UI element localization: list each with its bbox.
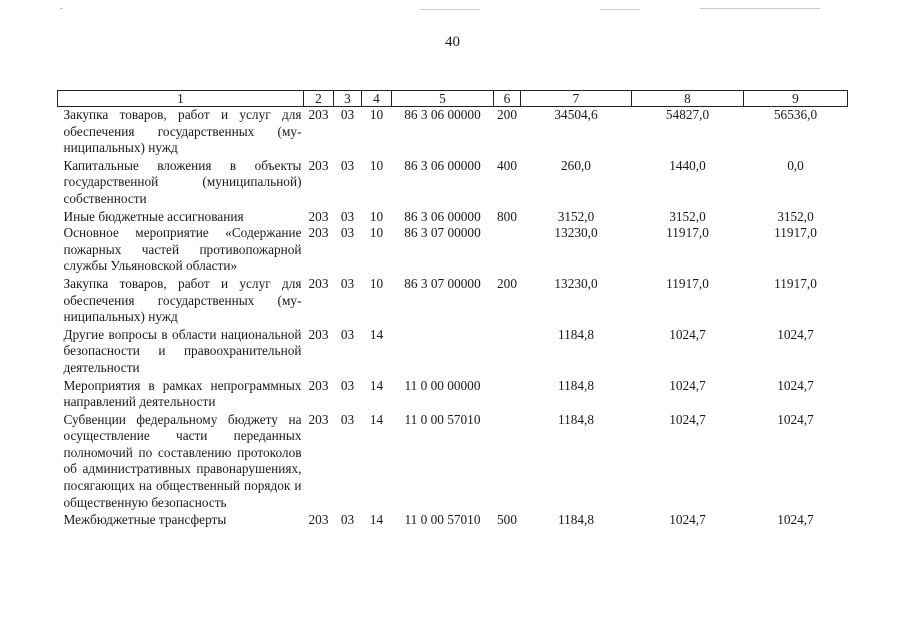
cell-ministry-code: 203 — [308, 157, 329, 173]
cell-target-article: 11 0 00 57010 — [404, 512, 481, 528]
row-name: Иные бюджетные ассигнования — [63, 208, 244, 224]
cell-target-article: 86 3 06 00000 — [404, 208, 481, 224]
cell-amount-9: 11917,0 — [774, 225, 817, 241]
column-header: 4 — [362, 91, 392, 107]
scan-speck — [420, 9, 480, 10]
row-name: Межбюджетные трансферты — [63, 512, 227, 528]
table-row — [58, 157, 848, 208]
cell-expense-type — [494, 326, 521, 377]
scan-speck — [60, 8, 63, 9]
cell-subsection: 14 — [369, 377, 384, 393]
column-header: 1 — [58, 91, 304, 107]
row-name: Другие вопросы в области национальной безопасности и правоохранительной деятельности — [63, 326, 302, 375]
cell-subsection: 10 — [369, 157, 384, 173]
cell-section: 03 — [340, 377, 355, 393]
cell-expense-type: 500 — [497, 512, 517, 528]
page-number: 40 — [445, 34, 460, 50]
cell-amount-8: 54827,0 — [665, 107, 710, 122]
row-name: Субвенции федеральному бюджету на осуществление части переданных полномочий по составлению протоколов об административных правонарушениях, посягающих на общественный порядок и общественную безопасность — [63, 411, 302, 510]
cell-section: 03 — [340, 208, 355, 224]
cell-subsection: 14 — [369, 326, 384, 342]
cell-amount-8: 11917,0 — [666, 275, 709, 291]
cell-amount-7: 1184,8 — [557, 377, 595, 393]
cell-target-article: 11 0 00 57010 — [404, 411, 481, 427]
cell-ministry-code: 203 — [308, 326, 329, 342]
column-header: 8 — [632, 91, 744, 107]
cell-amount-7: 34504,6 — [554, 107, 598, 122]
scan-speck — [700, 8, 820, 9]
cell-amount-8: 1440,0 — [669, 157, 706, 173]
cell-ministry-code: 203 — [308, 377, 329, 393]
column-header: 3 — [334, 91, 362, 107]
cell-expense-type: 200 — [497, 275, 517, 291]
cell-amount-8: 1024,7 — [669, 512, 706, 528]
cell-target-article: 86 3 07 00000 — [404, 225, 481, 241]
cell-amount-8: 3152,0 — [669, 208, 706, 224]
cell-subsection: 14 — [369, 411, 384, 427]
cell-subsection: 10 — [369, 208, 384, 224]
cell-subsection: 14 — [369, 512, 384, 528]
cell-amount-9: 1024,7 — [777, 326, 814, 342]
cell-target-article: 86 3 07 00000 — [404, 275, 481, 291]
cell-amount-9: 3152,0 — [777, 208, 814, 224]
cell-ministry-code: 203 — [308, 208, 329, 224]
column-header: 6 — [494, 91, 521, 107]
cell-amount-7: 1184,8 — [557, 326, 595, 342]
cell-amount-7: 13230,0 — [554, 225, 598, 241]
cell-section: 03 — [340, 275, 355, 291]
cell-amount-9: 0,0 — [787, 157, 804, 173]
column-header: 5 — [392, 91, 494, 107]
column-header: 2 — [304, 91, 334, 107]
cell-amount-8: 1024,7 — [669, 326, 706, 342]
cell-amount-7: 1184,8 — [557, 512, 595, 528]
cell-ministry-code: 203 — [308, 225, 329, 241]
table-row — [58, 107, 848, 157]
cell-amount-9: 1024,7 — [777, 411, 814, 427]
table-row — [58, 208, 848, 226]
cell-section: 03 — [340, 512, 355, 528]
cell-expense-type: 200 — [497, 107, 517, 122]
budget-table — [57, 90, 848, 529]
cell-expense-type — [494, 377, 521, 411]
column-header: 7 — [521, 91, 632, 107]
table-header-row — [58, 91, 848, 107]
row-name: Капитальные вложения в объекты государственной (муниципальной) собственности — [63, 157, 302, 206]
cell-ministry-code: 203 — [308, 275, 329, 291]
cell-amount-8: 1024,7 — [669, 411, 706, 427]
scan-speck — [600, 9, 640, 10]
cell-target-article: 86 3 06 00000 — [404, 157, 481, 173]
row-name: Закупка товаров, работ и услуг для обеспечения государственных (муниципальных) нужд — [63, 107, 302, 156]
cell-ministry-code: 203 — [308, 411, 329, 427]
row-name: Основное мероприятие «Содержание пожарных частей противопожарной службы Ульяновской области» — [63, 225, 302, 274]
cell-target-article: 11 0 00 00000 — [404, 377, 481, 393]
cell-section: 03 — [340, 326, 355, 342]
cell-amount-8: 1024,7 — [669, 377, 706, 393]
cell-subsection: 10 — [369, 225, 384, 241]
table-row — [58, 225, 848, 275]
row-name: Мероприятия в рамках непрограммных направлений деятельности — [63, 377, 302, 410]
cell-section: 03 — [340, 107, 355, 122]
cell-subsection: 10 — [369, 275, 384, 291]
table-row — [58, 275, 848, 326]
table-row — [58, 326, 848, 377]
cell-section: 03 — [340, 225, 355, 241]
cell-amount-8: 11917,0 — [666, 225, 709, 241]
cell-amount-9: 1024,7 — [777, 512, 814, 528]
table-row — [58, 377, 848, 411]
row-name: Закупка товаров, работ и услуг для обеспечения государственных (муниципальных) нужд — [63, 275, 302, 325]
cell-amount-7: 13230,0 — [554, 275, 598, 291]
cell-section: 03 — [340, 157, 355, 173]
table-row — [58, 411, 848, 512]
cell-amount-7: 260,0 — [561, 157, 591, 173]
cell-ministry-code: 203 — [308, 107, 329, 122]
cell-amount-7: 3152,0 — [557, 208, 595, 224]
cell-expense-type — [494, 411, 521, 512]
cell-ministry-code: 203 — [308, 512, 329, 528]
table-row — [58, 511, 848, 529]
column-header: 9 — [744, 91, 848, 107]
cell-amount-7: 1184,8 — [557, 411, 595, 427]
cell-expense-type: 400 — [497, 157, 517, 173]
cell-amount-9: 56536,0 — [773, 107, 818, 122]
cell-expense-type: 800 — [497, 208, 517, 224]
cell-section: 03 — [340, 411, 355, 427]
cell-amount-9: 1024,7 — [777, 377, 814, 393]
cell-target-article: 86 3 06 00000 — [404, 107, 481, 122]
cell-target-article — [392, 326, 494, 377]
cell-amount-9: 11917,0 — [774, 275, 817, 291]
cell-expense-type — [494, 225, 521, 275]
cell-subsection: 10 — [369, 107, 384, 122]
